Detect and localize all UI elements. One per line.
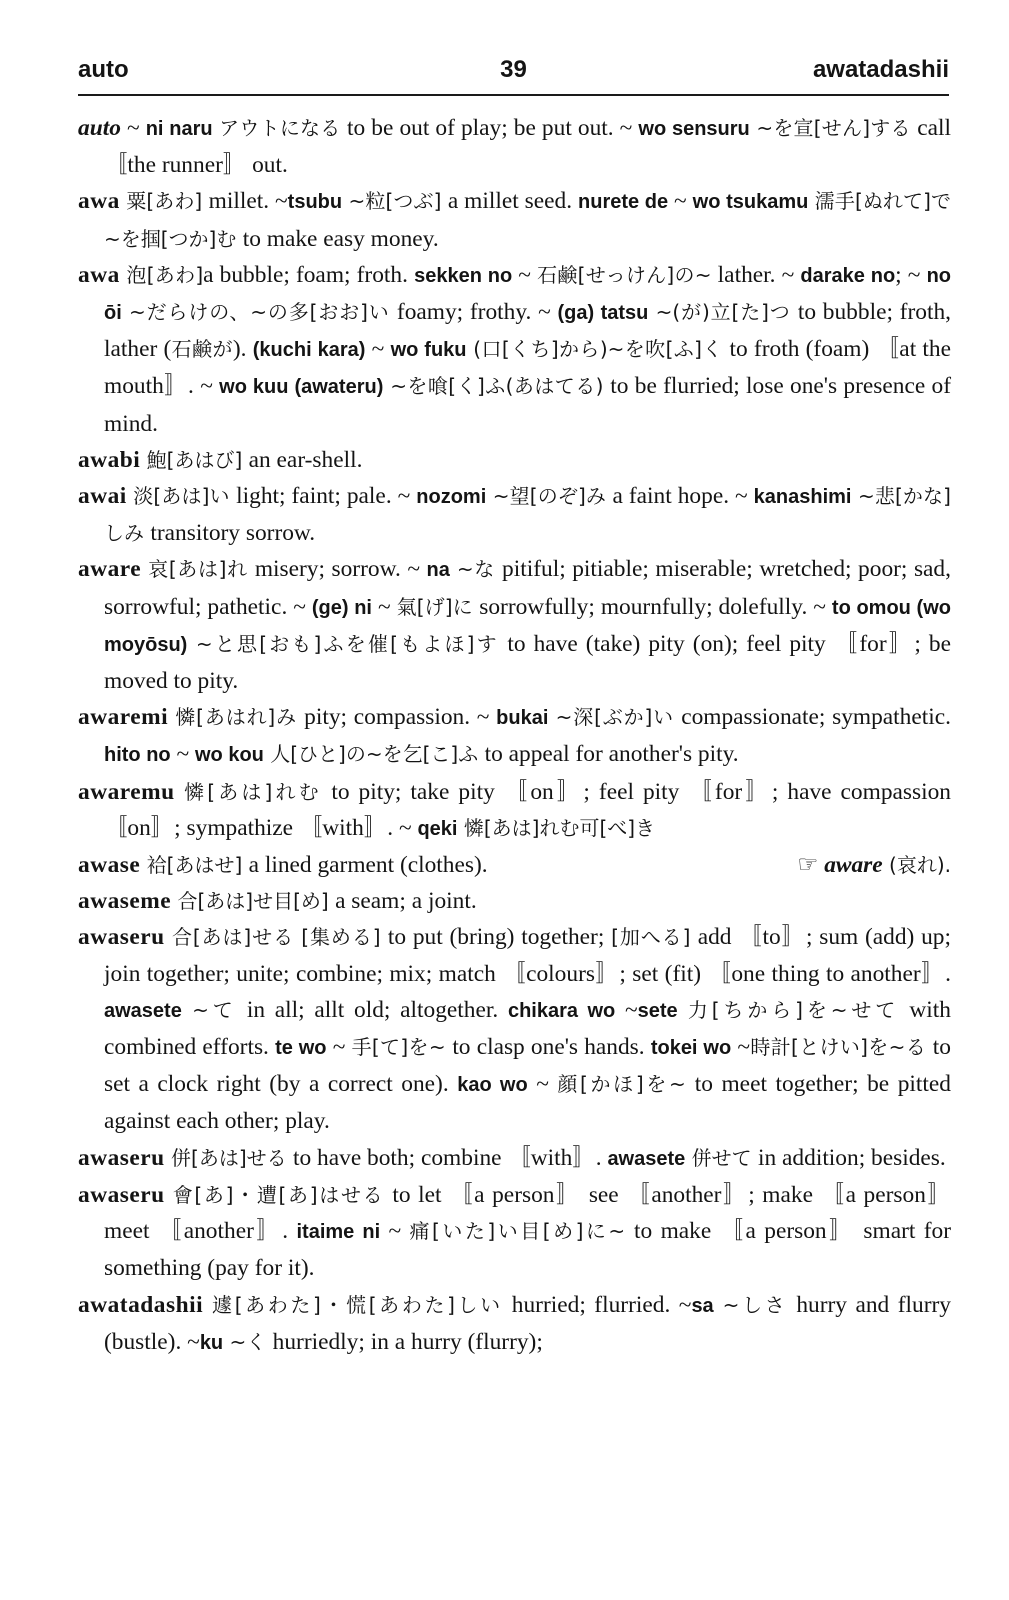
romaji-phrase: wo kuu (awateru): [219, 376, 384, 399]
romaji-phrase: hito no: [104, 744, 171, 767]
definition-text: to have both; combine 〚with〛.: [293, 1144, 608, 1171]
romaji-phrase: (kuchi kara): [252, 339, 366, 362]
headword: awaseme: [78, 888, 172, 915]
japanese-text: ~て: [181, 997, 247, 1022]
definition-text: ~: [512, 261, 538, 288]
romaji-phrase: wo kou: [195, 744, 264, 767]
romaji-phrase: wo tsukamu: [692, 191, 809, 214]
japanese-text: 泡[あわ]: [119, 262, 204, 287]
definition-text: in addition; besides.: [758, 1144, 946, 1171]
definition-text: pity; compassion. ~: [304, 704, 497, 731]
romaji-phrase: qeki: [417, 817, 458, 840]
cross-reference-text: ☞: [797, 852, 825, 879]
header-first-word: auto: [78, 56, 129, 83]
romaji-phrase: itaime ni: [296, 1221, 381, 1244]
definition-text: an ear-shell.: [248, 446, 363, 473]
romaji-phrase: (ga) tatsu: [557, 302, 649, 325]
definition-text: a seam; a joint.: [335, 888, 477, 915]
romaji-phrase: (ge) ni: [311, 596, 372, 619]
japanese-text: 遽[あわた]・慌[あわた]しい: [203, 1292, 512, 1317]
japanese-text: ~な: [449, 557, 503, 582]
romaji-phrase: na: [426, 559, 450, 582]
dictionary-entry: [78, 774, 951, 847]
japanese-text: 憐[あは]れむ: [174, 779, 332, 804]
japanese-text: 手[て]を~: [351, 1035, 453, 1060]
definition-text: foamy; frothy. ~: [396, 299, 558, 326]
definition-text: to bubble; froth, lather (: [104, 299, 952, 363]
definition-text: ~: [527, 1071, 558, 1098]
japanese-text: 合[あは]せる [集める]: [164, 925, 388, 950]
headword: awa: [78, 261, 120, 288]
dictionary-entry: [78, 257, 951, 442]
dictionary-entry: [78, 1140, 951, 1177]
definition-text: ~: [731, 1034, 751, 1061]
romaji-phrase: to omou (wo moyōsu): [104, 596, 951, 656]
headword: awase: [78, 852, 141, 879]
definition-text: lather. ~: [711, 261, 801, 288]
definition-text: ).: [232, 336, 253, 363]
headword: awaseru: [78, 924, 165, 951]
romaji-phrase: tsubu: [287, 191, 343, 214]
definition-text: to be out of play; be put out. ~: [347, 115, 639, 141]
definition-text: add 〚to〛; sum (add) up; join together; unite; combine; mix; match 〚colours〛; set (fit) 〚one thing to another〛.: [104, 924, 952, 987]
headword: awatadashii: [78, 1291, 204, 1318]
definition-text: transitory sorrow.: [150, 520, 316, 547]
cross-reference-text: (哀れ).: [882, 853, 951, 878]
definition-text: to froth (foam) 〚at the mouth〛. ~: [104, 336, 952, 400]
japanese-text: 併[あは]せる: [164, 1145, 293, 1170]
dictionary-entry: [78, 1287, 951, 1361]
entry-list: [78, 110, 951, 1361]
japanese-text: 憐[あは]れむ可[べ]き: [457, 815, 656, 840]
definition-text: hurry and flurry (bustle). ~: [104, 1291, 951, 1355]
japanese-text: ~悲[かな]しみ: [104, 484, 951, 546]
japanese-text: (口[くち]から)~を吹[ふ]く: [466, 337, 730, 362]
definition-text: ~: [365, 336, 391, 363]
headword: awai: [78, 483, 127, 510]
romaji-phrase: ku: [199, 1331, 224, 1354]
headword: awaseru: [78, 1144, 165, 1171]
japanese-text: ~く: [223, 1329, 273, 1354]
dictionary-entry: [78, 551, 951, 699]
definition-text: with combined efforts.: [104, 996, 951, 1061]
headword: awaseru: [78, 1181, 165, 1208]
japanese-text: ~粒[つぶ]: [342, 189, 448, 214]
japanese-text: 淡[あは]い: [126, 484, 237, 509]
japanese-text: 袷[あはせ]: [140, 853, 249, 878]
japanese-text: 粟[あわ]: [119, 189, 209, 214]
definition-text: a bubble; foam; froth.: [203, 261, 415, 288]
romaji-phrase: sa: [691, 1294, 714, 1317]
romaji-phrase: sete: [637, 999, 678, 1022]
definition-text: misery; sorrow. ~: [254, 556, 427, 583]
dictionary-entry: [78, 183, 951, 256]
japanese-text: 力[ちから]を~せて: [677, 997, 910, 1022]
headword: awa: [78, 188, 120, 215]
definition-text: sorrowfully; mournfully; dolefully. ~: [479, 593, 832, 620]
headword: awaremi: [78, 704, 169, 731]
definition-text: to make easy money.: [242, 225, 439, 252]
romaji-phrase: ni naru: [145, 118, 213, 140]
romaji-phrase: kanashimi: [753, 486, 852, 509]
japanese-text: 石鹸[せっけん]の~: [537, 262, 712, 287]
definition-text: to let 〚a person〛 see 〚another〛; make 〚a person〛 meet 〚another〛.: [104, 1181, 951, 1245]
japanese-text: 氣[げ]に: [396, 594, 480, 619]
definition-text: ; ~: [895, 261, 927, 288]
definition-text: ~: [326, 1034, 352, 1061]
definition-text: ~: [170, 741, 195, 768]
dictionary-entry: [78, 847, 951, 883]
dictionary-entry: [78, 478, 951, 551]
japanese-text: 會[あ]・遭[あ]はせる: [164, 1182, 393, 1207]
definition-text: ~: [120, 115, 146, 141]
romaji-phrase: kao wo: [457, 1074, 528, 1097]
romaji-phrase: nozomi: [416, 486, 487, 509]
headword: awabi: [78, 446, 141, 473]
page-number: 39: [500, 56, 527, 83]
japanese-text: 鮑[あはび]: [140, 447, 249, 472]
dictionary-entry: [78, 110, 951, 183]
romaji-phrase: awasete: [104, 999, 182, 1022]
definition-text: hurriedly; in a hurry (flurry);: [272, 1328, 543, 1355]
definition-text: to appeal for another's pity.: [484, 741, 739, 768]
cross-reference-text: aware: [824, 852, 883, 879]
definition-text: ~: [615, 996, 638, 1023]
romaji-phrase: nurete de: [578, 191, 669, 214]
definition-text: pitiful; pitiable; miserable; wretched; poor; sad, sorrowful; pathetic. ~: [104, 556, 951, 620]
japanese-text: 合[あは]せ目[め]: [171, 889, 336, 914]
headword: auto: [78, 115, 121, 141]
definition-text: to set a clock right (by a correct one).: [104, 1034, 951, 1098]
header-last-word: awatadashii: [812, 56, 949, 83]
definition-text: hurried; flurried. ~: [511, 1291, 692, 1318]
cross-reference: [797, 847, 951, 883]
definition-text: a millet seed.: [447, 188, 579, 215]
definition-text: a faint hope. ~: [612, 483, 754, 510]
japanese-text: アウトになる: [212, 116, 348, 140]
japanese-text: ~を喰[く]ふ(あはてる): [383, 374, 611, 399]
japanese-text: 時計[とけい]を~る: [750, 1035, 933, 1060]
romaji-phrase: darake no: [800, 264, 896, 287]
dictionary-entry: [78, 883, 951, 919]
definition-text: to make 〚a person〛 smart for something (pay for it).: [104, 1218, 952, 1282]
japanese-text: 痛[いた]い目[め]に~: [409, 1219, 635, 1244]
definition-text: in all; allt old; altogether.: [246, 996, 508, 1023]
japanese-text: [加へる]: [611, 925, 698, 950]
romaji-phrase: chikara wo: [507, 999, 616, 1022]
japanese-text: ~しさ: [713, 1292, 797, 1317]
romaji-phrase: tokei wo: [650, 1037, 732, 1060]
japanese-text: 石鹸が: [171, 337, 233, 362]
definition-text: call 〚the runner〛 out.: [104, 115, 951, 179]
romaji-phrase: te wo: [275, 1037, 327, 1060]
definition-text: to pity; take pity 〚on〛; feel pity 〚for〛; have compassion 〚on〛; sympathize 〚with〛. ~: [104, 778, 951, 841]
definition-text: light; faint; pale. ~: [236, 483, 417, 510]
headword: aware: [78, 556, 142, 583]
romaji-phrase: no ōi: [104, 264, 952, 325]
definition-text: to be flurried; lose one's presence of mind.: [104, 373, 951, 437]
running-header: [78, 54, 949, 96]
japanese-text: ~だらけの、~の多[おお]い: [121, 300, 397, 325]
definition-text: ~: [380, 1218, 410, 1245]
dictionary-entry: [78, 442, 951, 478]
definition-text: to have (take) pity (on); feel pity 〚for〛; be moved to pity.: [104, 630, 952, 695]
romaji-phrase: awasete: [607, 1147, 686, 1170]
romaji-phrase: bukai: [496, 707, 549, 730]
japanese-text: ~と思[おも]ふを催[もよほ]す: [187, 631, 508, 656]
japanese-text: 併せて: [685, 1145, 758, 1170]
definition-text: to put (bring) together;: [387, 924, 612, 951]
japanese-text: ~深[ぶか]い: [548, 705, 682, 730]
japanese-text: ~(が)立[た]つ: [648, 300, 798, 325]
romaji-phrase: sekken no: [414, 264, 513, 287]
headword: awaremu: [78, 778, 175, 805]
japanese-text: 人[ひと]の~を乞[こ]ふ: [263, 742, 485, 767]
definition-text: to clasp one's hands.: [452, 1034, 651, 1061]
definition-text: ~: [668, 188, 693, 215]
romaji-phrase: wo fuku: [390, 339, 467, 362]
japanese-text: 顔[かほ]を~: [557, 1072, 695, 1097]
japanese-text: 哀[あは]れ: [141, 557, 255, 582]
japanese-text: 憐[あはれ]み: [168, 705, 305, 730]
romaji-phrase: wo sensuru: [638, 118, 750, 140]
dictionary-entry: [78, 699, 951, 773]
definition-text: compassionate; sympathetic.: [681, 704, 951, 731]
dictionary-entry: [78, 919, 951, 1139]
definition-text: millet. ~: [208, 188, 288, 215]
definition-text: ~: [371, 593, 397, 620]
definition-text: a lined garment (clothes).: [248, 852, 488, 879]
japanese-text: ~を宣[せん]する: [749, 116, 918, 140]
japanese-text: 濡手[ぬれて]で~を掴[つか]む: [104, 189, 952, 251]
dictionary-entry: [78, 1177, 951, 1287]
japanese-text: ~望[のぞ]み: [486, 484, 613, 509]
definition-text: to meet together; be pitted against each other; play.: [104, 1071, 951, 1135]
